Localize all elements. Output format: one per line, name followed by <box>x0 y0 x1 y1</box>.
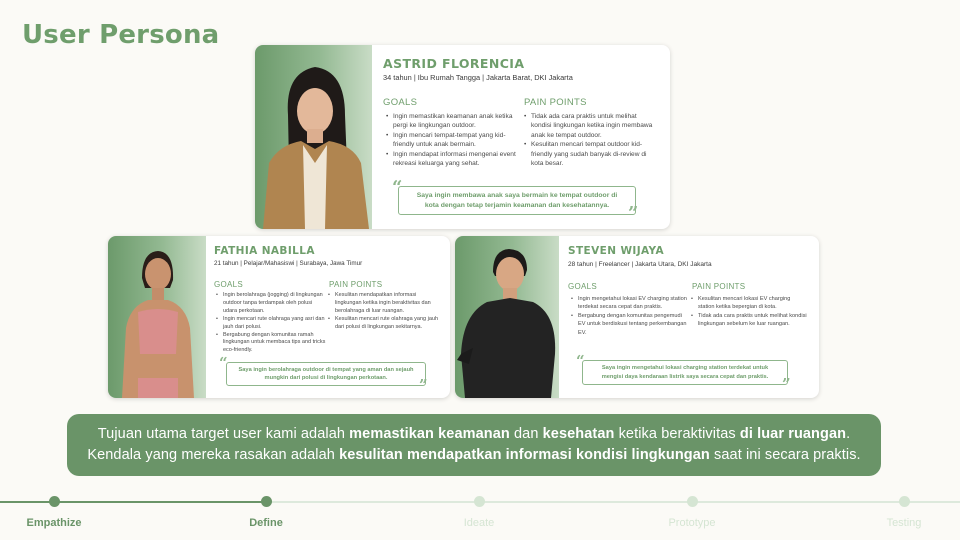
list-item: • Ingin mencari rute olahraga yang asri dan jauh dari polusi. <box>216 316 326 332</box>
step-dot <box>687 496 698 507</box>
step-label: Ideate <box>463 517 495 529</box>
pain-points-heading: PAIN POINTS <box>329 280 383 289</box>
persona-meta: 34 tahun | Ibu Rumah Tangga | Jakarta Barat, DKI Jakarta <box>383 73 573 82</box>
persona-name: FATHIA NABILLA <box>214 245 315 257</box>
close-quote-icon: ” <box>419 376 428 394</box>
list-item: • Kesulitan mencari rute olahraga yang jauh dari polusi di lingkungan sekitarnya. <box>328 316 440 332</box>
persona-name: ASTRID FLORENCIA <box>383 56 525 71</box>
step-define[interactable] <box>206 496 326 529</box>
goals-list <box>216 292 326 355</box>
persona-photo-steven <box>455 236 559 398</box>
persona-photo-astrid <box>255 45 372 229</box>
persona-card-steven <box>455 236 819 398</box>
persona-quote: Saya ingin membawa anak saya bermain ke tempat outdoor di kota dengan tetap terjamin keamanan dan kesehatannya. <box>398 186 636 215</box>
persona-photo-fathia <box>108 236 206 398</box>
summary-banner <box>67 414 881 476</box>
persona-quote: Saya ingin mengetahui lokasi charging station terdekat untuk mengisi daya kendaraan listrik saya secara cepat dan praktis. <box>582 360 788 385</box>
step-label: Define <box>249 517 283 529</box>
step-dot <box>261 496 272 507</box>
open-quote-icon: “ <box>392 177 403 198</box>
step-dot <box>474 496 485 507</box>
goals-list <box>386 112 518 168</box>
page-title: User Persona <box>22 20 220 50</box>
persona-meta: 21 tahun | Pelajar/Mahasiswi | Surabaya, Jawa Timur <box>214 260 363 267</box>
step-prototype[interactable] <box>632 496 752 529</box>
goals-heading: GOALS <box>568 282 598 291</box>
list-item: • Bergabung dengan komunitas pengemudi EV untuk berdiskusi tentang perkembangan EV. <box>571 312 689 337</box>
step-empathize[interactable] <box>0 496 114 529</box>
persona-meta: 28 tahun | Freelancer | Jakarta Utara, DKI Jakarta <box>568 261 712 268</box>
list-item: • Ingin mendapat informasi mengenai event rekreasi keluarga yang sehat. <box>386 150 518 169</box>
summary-line-1: Tujuan utama target user kami adalah memastikan keamanan dan kesehatan ketika beraktivitas di luar ruangan. <box>97 426 851 442</box>
list-item: • Kesulitan mendapatkan informasi lingkungan ketika ingin beraktivitas dan berolahraga di luar ruangan. <box>328 292 440 316</box>
goals-list <box>571 295 689 337</box>
list-item: • Ingin mengetahui lokasi EV charging station terdekat secara cepat dan praktis. <box>571 295 689 312</box>
step-label: Empathize <box>26 517 82 529</box>
list-item: • Tidak ada cara praktis untuk melihat kondisi lingkungan sebelum ke luar ruangan. <box>691 312 807 329</box>
step-label: Testing <box>886 517 922 529</box>
list-item: • Kesulitan mencari tempat outdoor kid-friendly yang sudah banyak di-review di kota besar. <box>524 140 656 168</box>
persona-quote: Saya ingin berolahraga outdoor di tempat yang aman dan sejauh mungkin dari polusi di lingkungan perkotaan. <box>226 362 426 386</box>
persona-name: STEVEN WIJAYA <box>568 245 665 257</box>
step-dot <box>899 496 910 507</box>
list-item: • Tidak ada cara praktis untuk melihat kondisi lingkungan ketika ingin membawa anak ke tempat outdoor. <box>524 112 656 140</box>
summary-line-2: Kendala yang mereka rasakan adalah kesulitan mendapatkan informasi kondisi lingkungan saat ini secara praktis. <box>87 447 861 463</box>
list-item: • Kesulitan mencari lokasi EV charging station ketika bepergian di kota. <box>691 295 807 312</box>
pain-points-heading: PAIN POINTS <box>692 282 746 291</box>
close-quote-icon: ” <box>628 203 639 224</box>
pain-points-list <box>524 112 656 168</box>
close-quote-icon: ” <box>782 375 791 393</box>
persona-card-astrid <box>255 45 670 229</box>
list-item: • Ingin berolahraga (jogging) di lingkungan outdoor tanpa terdampak oleh polusi udara perkotaan. <box>216 292 326 316</box>
list-item: • Ingin memastikan keamanan anak ketika pergi ke lingkungan outdoor. <box>386 112 518 131</box>
list-item: • Bergabung dengan komunitas ramah lingkungan untuk membaca tips and tricks eco-friendly. <box>216 332 326 356</box>
pain-points-heading: PAIN POINTS <box>524 97 587 108</box>
list-item: • Ingin mencari tempat-tempat yang kid-friendly untuk anak bermain. <box>386 131 518 150</box>
step-ideate[interactable] <box>419 496 539 529</box>
open-quote-icon: “ <box>219 354 228 372</box>
step-testing[interactable] <box>844 496 960 529</box>
step-label: Prototype <box>668 517 716 529</box>
step-dot <box>49 496 60 507</box>
pain-points-list <box>328 292 440 332</box>
goals-heading: GOALS <box>214 280 244 289</box>
goals-heading: GOALS <box>383 97 418 108</box>
persona-card-fathia <box>108 236 450 398</box>
open-quote-icon: “ <box>576 352 585 370</box>
pain-points-list <box>691 295 807 329</box>
